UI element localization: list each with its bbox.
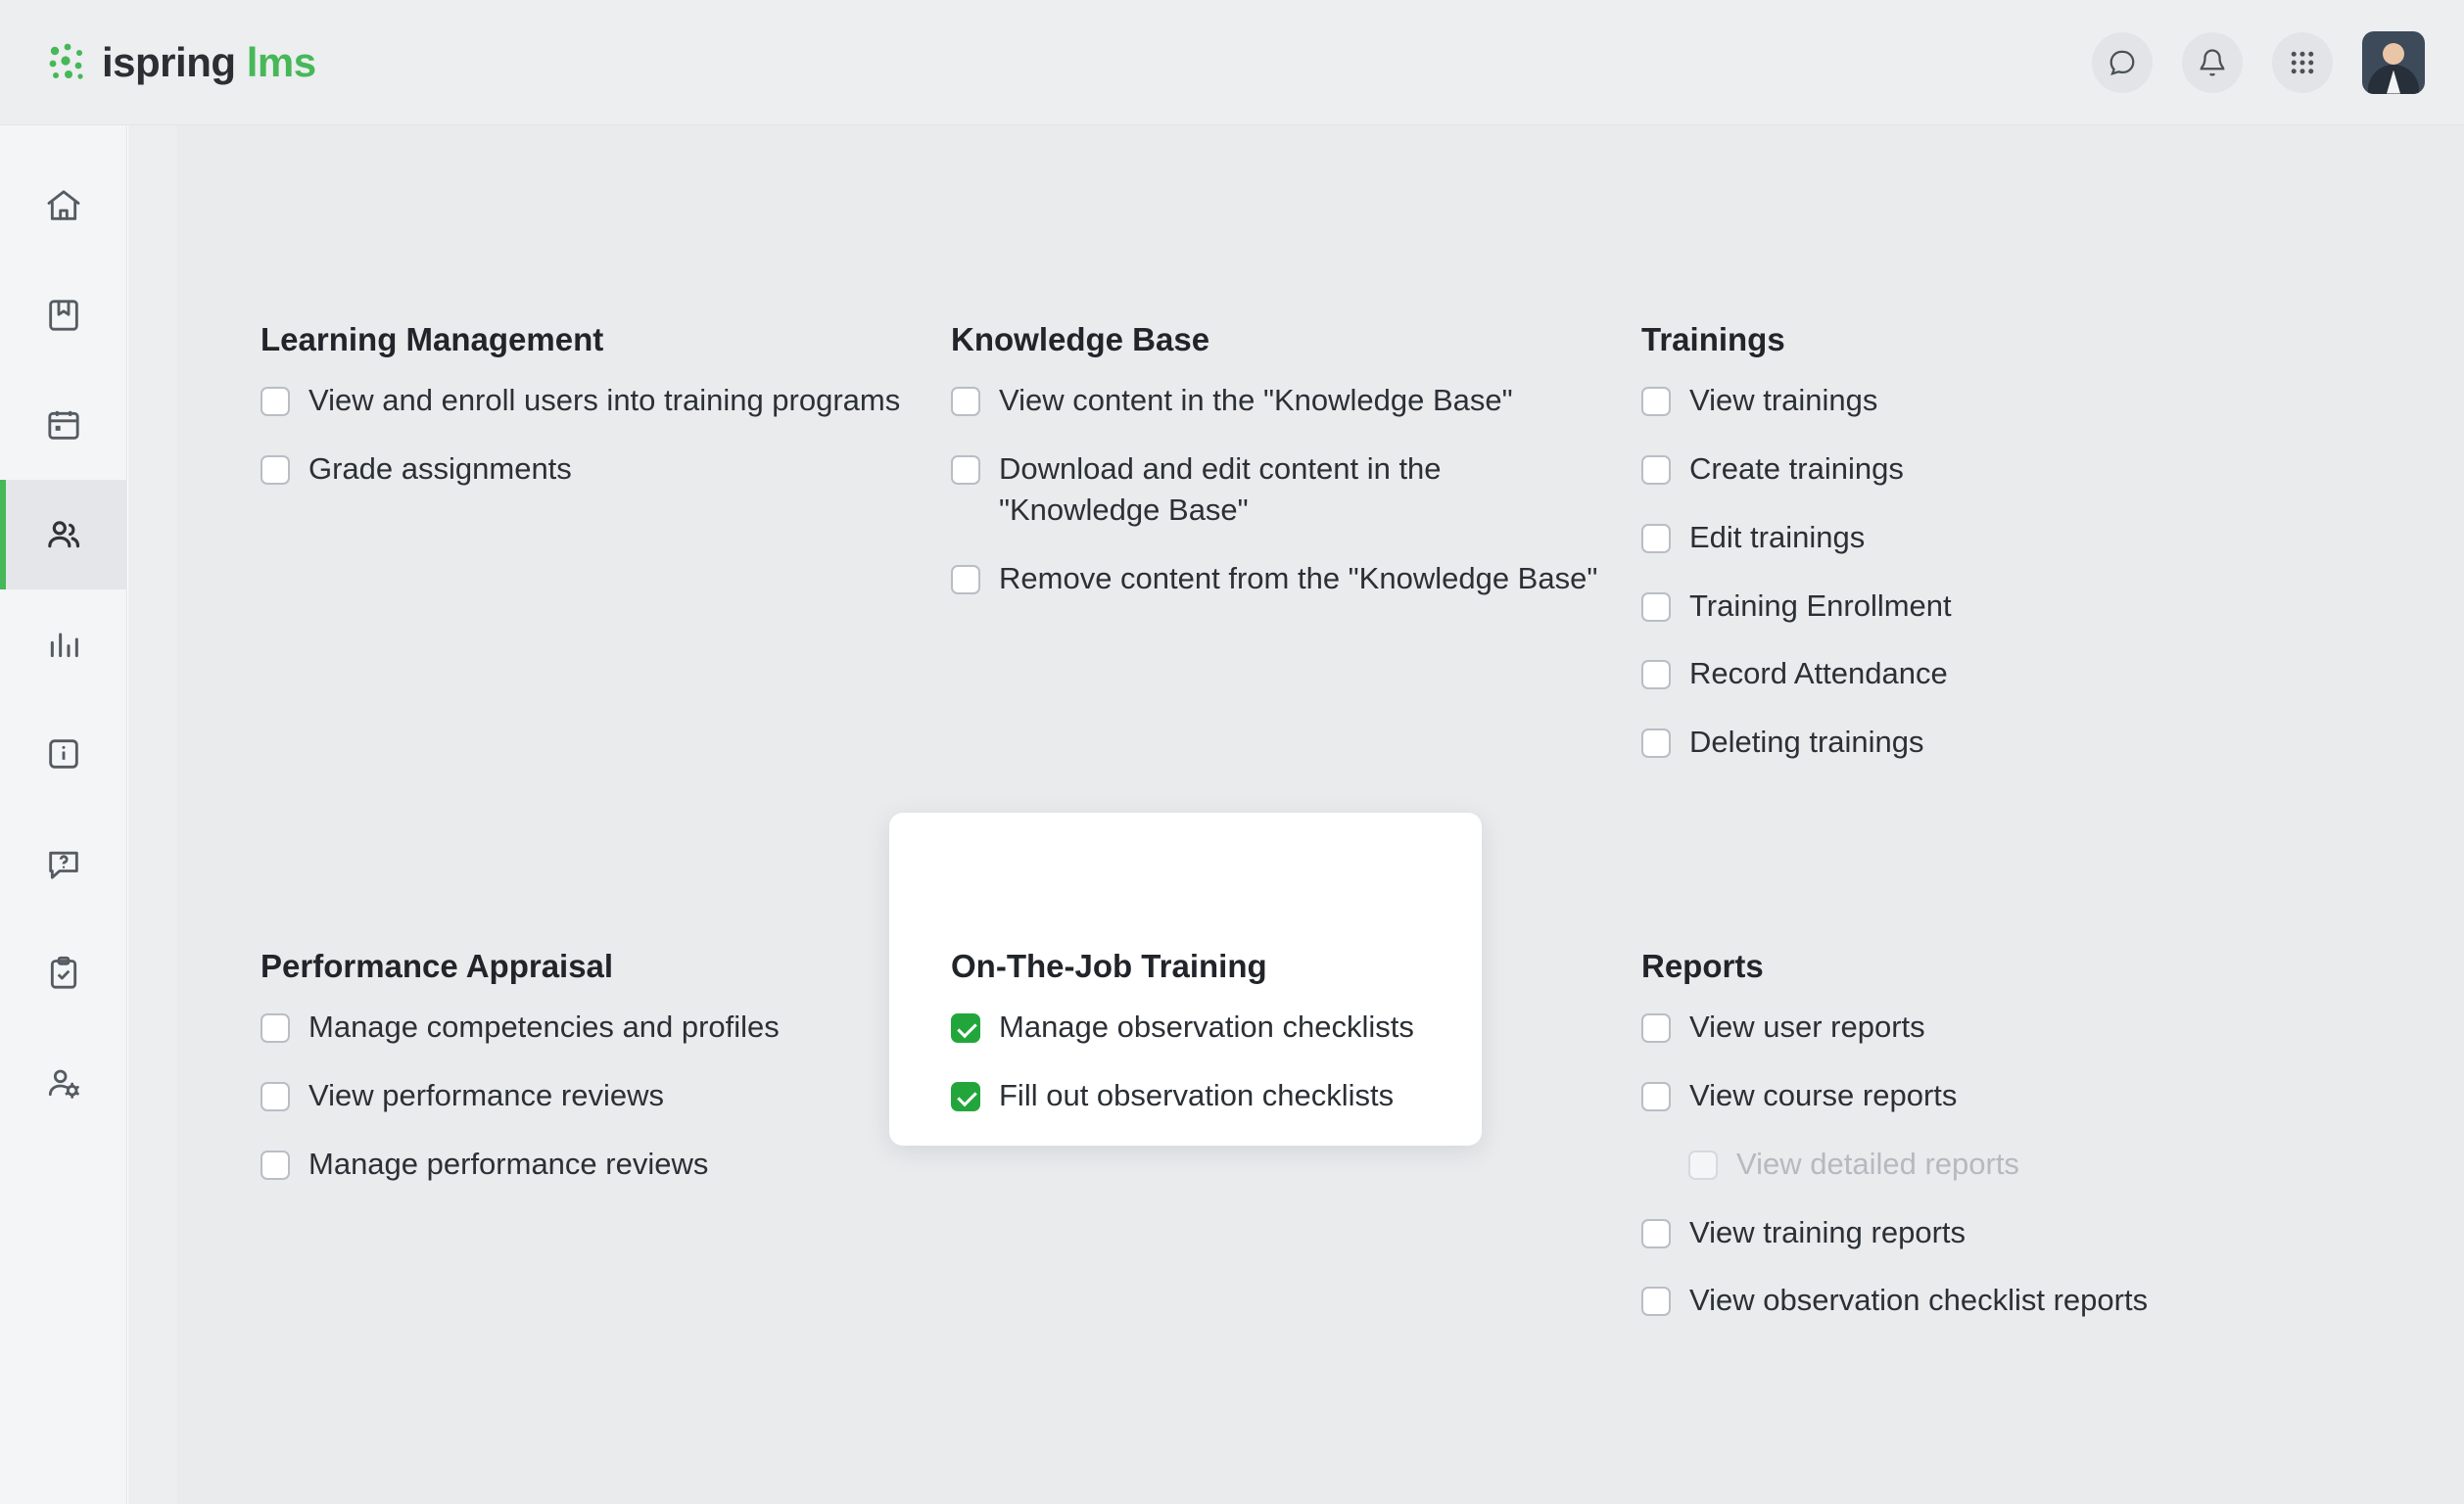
permission-option[interactable] bbox=[1641, 511, 2327, 564]
permission-label: Manage performance reviews bbox=[308, 1146, 709, 1181]
permission-option[interactable] bbox=[951, 443, 1636, 537]
checkbox[interactable] bbox=[1641, 1219, 1671, 1248]
permission-option[interactable] bbox=[951, 1069, 1499, 1122]
permission-option[interactable] bbox=[1641, 580, 2327, 633]
sidebar-item-settings[interactable] bbox=[0, 1028, 127, 1138]
permission-label: Remove content from the "Knowledge Base" bbox=[999, 560, 1598, 595]
checkbox[interactable] bbox=[1641, 1082, 1671, 1111]
checkbox[interactable] bbox=[951, 1013, 980, 1043]
sidebar-item-calendar[interactable] bbox=[0, 370, 127, 480]
apps-grid-icon[interactable] bbox=[2272, 32, 2333, 93]
group-title: On-The-Job Training bbox=[951, 948, 1267, 984]
permission-label: View content in the "Knowledge Base" bbox=[999, 383, 1513, 417]
permission-option[interactable] bbox=[1641, 1206, 2327, 1259]
permission-option[interactable] bbox=[951, 1001, 1499, 1054]
permission-option[interactable] bbox=[1641, 1274, 2327, 1327]
permission-group-learning-management bbox=[261, 321, 946, 511]
permission-option[interactable] bbox=[261, 1138, 946, 1191]
permission-option[interactable] bbox=[1641, 1069, 2327, 1122]
permission-label: View trainings bbox=[1689, 383, 1878, 417]
group-title: Performance Appraisal bbox=[261, 948, 614, 984]
brand-name-text: ispring bbox=[102, 38, 236, 85]
checkbox[interactable] bbox=[1641, 660, 1671, 689]
checkbox[interactable] bbox=[261, 1013, 290, 1043]
top-bar bbox=[0, 0, 2464, 125]
main-content bbox=[128, 125, 2464, 1504]
permission-group-performance-appraisal bbox=[261, 948, 946, 1206]
brand-logo[interactable] bbox=[47, 39, 316, 86]
permission-option[interactable] bbox=[1641, 443, 2327, 495]
permission-label: Download and edit content in the "Knowledge Base" bbox=[999, 450, 1442, 527]
permission-label: Grade assignments bbox=[308, 450, 572, 486]
top-bar-actions bbox=[2092, 31, 2425, 94]
permission-option[interactable] bbox=[1641, 647, 2327, 700]
chat-icon[interactable] bbox=[2092, 32, 2153, 93]
permission-option[interactable] bbox=[261, 1069, 946, 1122]
group-title: Trainings bbox=[1641, 321, 1785, 357]
permission-label: Record Attendance bbox=[1689, 656, 1948, 691]
checkbox[interactable] bbox=[261, 387, 290, 416]
home-icon bbox=[44, 186, 83, 225]
permission-option[interactable] bbox=[261, 1001, 946, 1054]
info-card-icon bbox=[44, 734, 83, 774]
permission-label: Manage observation checklists bbox=[999, 1010, 1414, 1044]
checkbox[interactable] bbox=[1641, 524, 1671, 553]
group-title: Knowledge Base bbox=[951, 321, 1210, 357]
sidebar-item-support[interactable] bbox=[0, 809, 127, 918]
sidebar-item-checklists[interactable] bbox=[0, 918, 127, 1028]
checkbox bbox=[1688, 1151, 1718, 1180]
checkbox[interactable] bbox=[261, 1082, 290, 1111]
permission-option[interactable] bbox=[261, 374, 946, 427]
user-gear-icon bbox=[44, 1063, 83, 1103]
group-title: Learning Management bbox=[261, 321, 604, 357]
permission-group-trainings bbox=[1641, 321, 2327, 784]
permission-option[interactable] bbox=[261, 443, 946, 495]
permission-label: Edit trainings bbox=[1689, 519, 1866, 554]
permission-option-disabled bbox=[1688, 1138, 2327, 1191]
sidebar-item-home[interactable] bbox=[0, 151, 127, 260]
permission-label: Deleting trainings bbox=[1689, 725, 1924, 760]
permission-group-on-the-job-training bbox=[951, 948, 1499, 1138]
permission-label: View performance reviews bbox=[308, 1077, 664, 1112]
permission-label: View and enroll users into training programs bbox=[308, 383, 901, 417]
sidebar-item-users[interactable] bbox=[0, 480, 127, 589]
brand-name bbox=[102, 39, 316, 86]
avatar-head bbox=[2383, 43, 2404, 65]
permission-option[interactable] bbox=[1641, 716, 2327, 769]
permission-label: View training reports bbox=[1689, 1214, 1966, 1249]
permission-label: Create trainings bbox=[1689, 450, 1904, 486]
permission-option[interactable] bbox=[1641, 374, 2327, 427]
brand-suffix-text: lms bbox=[246, 38, 316, 85]
clipboard-check-icon bbox=[44, 954, 83, 993]
checkbox[interactable] bbox=[1641, 387, 1671, 416]
permission-option[interactable] bbox=[1641, 1001, 2327, 1054]
permission-label: View user reports bbox=[1689, 1010, 1925, 1044]
checkbox[interactable] bbox=[1641, 455, 1671, 485]
user-avatar[interactable] bbox=[2362, 31, 2425, 94]
checkbox[interactable] bbox=[1641, 728, 1671, 758]
permission-label: Training Enrollment bbox=[1689, 588, 1952, 623]
checkbox[interactable] bbox=[1641, 592, 1671, 622]
calendar-icon bbox=[44, 405, 83, 445]
permission-label: View observation checklist reports bbox=[1689, 1283, 2149, 1318]
sidebar-item-info[interactable] bbox=[0, 699, 127, 809]
permissions-panel bbox=[177, 125, 2464, 1504]
sidebar bbox=[0, 125, 127, 1504]
checkbox[interactable] bbox=[261, 455, 290, 485]
question-chat-icon bbox=[44, 844, 83, 883]
checkbox[interactable] bbox=[951, 387, 980, 416]
permission-label: View detailed reports bbox=[1736, 1146, 2019, 1181]
checkbox[interactable] bbox=[261, 1151, 290, 1180]
permission-label: View course reports bbox=[1689, 1077, 1958, 1112]
users-icon bbox=[44, 515, 83, 554]
group-title: Reports bbox=[1641, 948, 1764, 984]
permission-group-reports bbox=[1641, 948, 2327, 1342]
permission-option[interactable] bbox=[951, 374, 1636, 427]
permission-group-knowledge-base bbox=[951, 321, 1636, 620]
sidebar-item-reports[interactable] bbox=[0, 589, 127, 699]
permission-label: Fill out observation checklists bbox=[999, 1077, 1395, 1112]
checkbox[interactable] bbox=[951, 565, 980, 594]
checkbox[interactable] bbox=[1641, 1287, 1671, 1316]
sidebar-item-courses[interactable] bbox=[0, 260, 127, 370]
bell-icon[interactable] bbox=[2182, 32, 2243, 93]
checkbox[interactable] bbox=[951, 455, 980, 485]
ispring-logo-icon bbox=[47, 42, 88, 83]
checkbox[interactable] bbox=[951, 1082, 980, 1111]
permission-label: Manage competencies and profiles bbox=[308, 1010, 780, 1044]
book-icon bbox=[44, 296, 83, 335]
chart-bar-icon bbox=[44, 625, 83, 664]
checkbox[interactable] bbox=[1641, 1013, 1671, 1043]
permission-option[interactable] bbox=[951, 552, 1636, 605]
